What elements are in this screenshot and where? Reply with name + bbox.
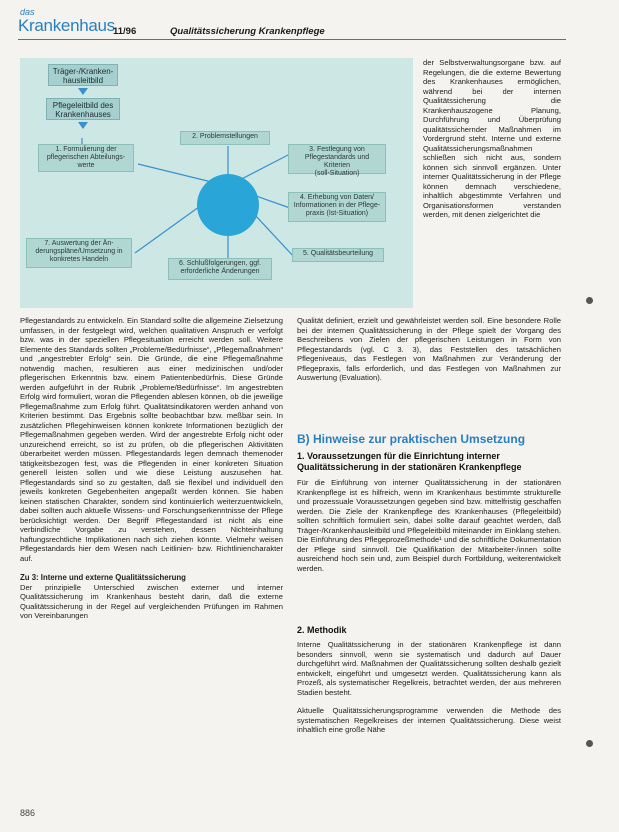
step-2: 2. Problemstellungen [180,131,270,145]
quality-cycle-diagram [20,58,413,308]
subsection-2-text-block [297,640,561,735]
step-1: 1. Formulierung der pflegerischen Abteilungs- werte [38,144,134,172]
right-column [297,316,561,383]
logo-das: das [20,7,35,17]
subsection-2-text: Interne Qualitätssicherung in der stationären Krankenpflege ist dann besonders sinnvoll, wenn sie systematisch und dadurch auf Dauer durchgeführt wird. Maßnahmen der Qualitätssicherung sollten deshalb gezielt entwickelt, eingeführt und umgesetzt werden. Qualitätssicherung kann als Prozeß, als systematischer Regelkreis, betrachtet werden, der aus mehreren Stadien besteht. [297,640,561,697]
right-top-column [423,58,561,220]
section-b-heading: B) Hinweise zur praktischen Umsetzung [297,432,526,446]
step-4: 4. Erhebung von Daten/ Informationen in der Pflege- praxis (Ist-Situation) [288,192,386,222]
subsection-2-text-2: Aktuelle Qualitätssicherungsprogramme verwenden die Methode des systematischen Regelkreises der internen Qualitätssicherung. Diese weist inhaltlich eine große Nähe [297,706,561,734]
binder-hole-icon [586,297,593,304]
publication-logo [18,8,115,35]
left-column [20,316,283,621]
subsection-1-text-block [297,478,561,573]
step-3: 3. Festlegung von Pflegestandards und Kriterien (soll-Situation) [288,144,386,174]
subsection-1-heading: 1. Voraussetzungen für die Einrichtung interner Qualitätssicherung in der stationären Krankenpflege [297,451,522,472]
cycle-center-circle [197,174,259,236]
left-paragraph: Pflegestandards zu entwickeln. Ein Standard sollte die allgemeine Zielsetzung umfassen, in der festgelegt wird, welchen qualitativen Anspruch er verfolgt bzw. was in der speziellen Pflegesituation erreicht werden soll. Weitere Elemente des Standards sollten „Probleme/Bedürfnisse“, „Pflegemaßnahmen“ und „angestrebter Erfolg“ sein. Die Gründe, die eine Pflegemaßnahme notwendig machen, resultieren aus einer medizinischen und/oder pflegerischen Erkenntnis bzw. einem Patientenbedürfnis. Diese Gründe werden aufgeführt in der Rubrik „Probleme/Bedürfnisse“. Im angestrebten Erfolg wird formuliert, woran die Pflegenden ablesen können, ob die jeweilige Pflegemaßnahme zum Erfolg führt. Qualitätsindikatoren werden anhand von Kriterien bestimmt. Das Ergebnis sollte beobachtbar bzw. meßbar sein. In zusätzlichen Pflegehinweisen können konkrete Informationen bezüglich der Pflegemaßnahmen gegeben werden. Wird der angestrebte Erfolg nicht oder unzureichend erreicht, so ist zu prüfen, ob die pflegerischen Aktivitäten überarbeitet werden müssen. Pflegestandards legen demnach themenoder tätigkeitsbezogen fest, was die Pflegenden in einer konkreten Situation generell leisten sollen und wie diese Leistung auszusehen hat. Pflegestandards sind so zu gestalten, daß sie flexibel und individuell den jeweils konkreten Gegebenheiten angepaßt werden können. Sie haben keinen statischen Charakter, sondern sind kontinuierlich weiterzuentwickeln, dabei sollten auch aktuelle Wissens- und Forschungserkenntnisse der Pflege berücksichtigt werden. Der Begriff Pflegestandard ist nicht als eine verbindliche Vorgabe zu verstehen, dessen Nichteinhaltung haftungsrechtliche Implikationen nach sich ziehen könnte. Vielmehr weisen Pflegestandards hier dem Wesen nach Leitlinien- bzw. Richtliniencharakter auf. [20,316,283,563]
step-5: 5. Qualitätsbeurteilung [292,248,384,262]
left-subtext: Der prinzipielle Unterschied zwischen externer und interner Qualitätssicherung im Krankenhaus besteht darin, daß die externe Qualitätssicherung in der Regel auf vergleichenden Prüfungen im Rahmen von Vereinbarungen [20,582,283,620]
box-pflegeleitbild: Pflegeleitbild des Krankenhauses [46,98,120,120]
box-traeger-leitbild: Träger-/Kranken- hausleitbild [48,64,118,86]
arrow-down-icon [78,88,88,95]
step-7: 7. Auswertung der Än- derungspläne/Umsetzung in konkretes Handeln [26,238,132,268]
running-title: Qualitätssicherung Krankenpflege [170,26,325,37]
logo-krankenhaus: Krankenhaus [18,16,115,35]
subsection-1-text: Für die Einführung von interner Qualitätssicherung in der stationären Krankenpflege ist es hilfreich, wenn im Krankenhaus bestimmte strukturelle und prozessuale Voraussetzungen gegeben sind bzw. mittelfristig geschaffen werden. Die Ziele der Krankenpflege des Krankenhauses (Pflegeleitbild) sollten schriftlich formuliert sein, dabei sollte darauf geachtet werden, daß Träger-/Krankenhausleitbild und Pflegeleitbild miteinander im Einklang stehen. Die Einführung des Pflegeprozeßmethode¹ und die schriftliche Dokumentation der Pflege sind sinnvoll. Die Qualifikation der Mitarbeiter-/innen sollte ausreichend hoch sein und, zum Beispiel durch Fortbildung, weiterentwickelt werden. [297,478,561,573]
header-rule [18,39,566,40]
subsection-2-heading: 2. Methodik [297,625,347,635]
page-number: 886 [20,808,36,818]
right-paragraph-1: Qualität definiert, erzielt und gewährleistet werden soll. Eine besondere Rolle bei der internen Qualitätssicherung in der Pflege spielt der Vorgang des Beschreibens von Zielen der pflegerischen Leistungen in Form von Pflegestandards (vgl. C 3. 3), das Feststellen des tatsächlichen Pflegeniveaus, das Festlegen von Maßnahmen zur Veränderung der Pflegepraxis, falls erforderlich, und das Festlegen von Maßnahmen zur Auswertung (Evaluation). [297,316,561,382]
right-top-text: der Selbstverwaltungsorgane bzw. auf Regelungen, die die externe Bewertung des Krankenhauses ermöglichen, während bei der internen Qualitätssicherung die Krankenhauszogene Planung, Durchführung und Überprüfung qualitätssichernder Maßnahmen im Vordergrund steht. Interne und externe Qualitätssicherungsmaßnahmen schließen sich nicht aus, sondern können sich sinnvoll ergänzen. Unter interner Qualitätssicherung in der Pflege können demnach verschiedene, inhaltlich abgestimmte Verfahren und Organisationsformen verstanden werden, mit denen zielgerichtet die [423,58,561,219]
step-6: 6. Schlußfolgerungen, ggf. erforderliche Änderungen [168,258,272,280]
arrow-down-icon [78,122,88,129]
issue-number: 11/96 [113,26,137,37]
subheading-intern-extern: Zu 3: Interne und externe Qualitätssicherung [20,573,186,582]
binder-hole-icon [586,740,593,747]
